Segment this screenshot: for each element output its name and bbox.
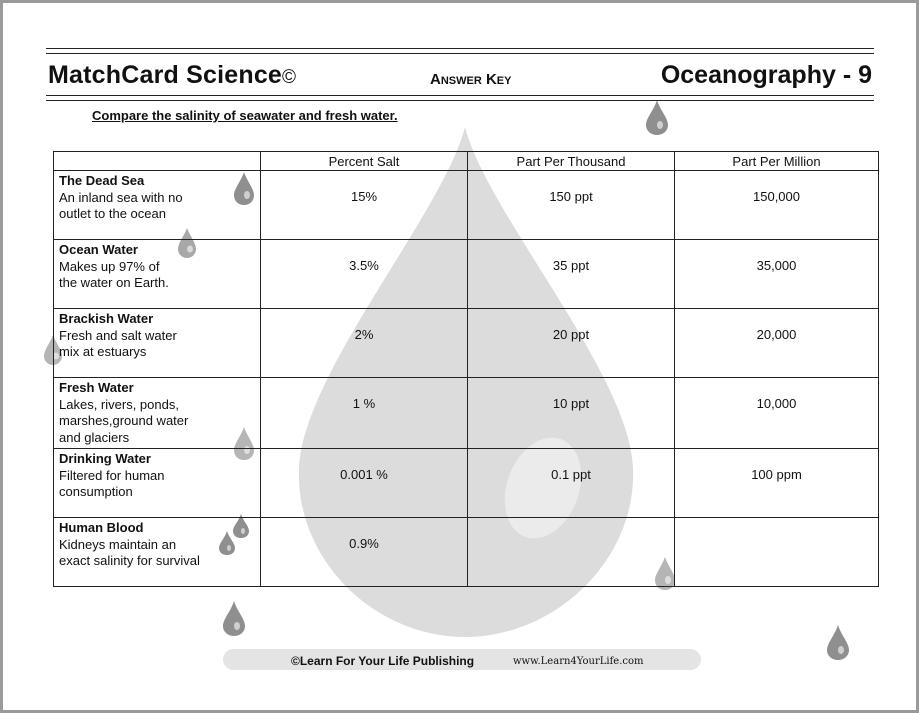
column-header: Part Per Million — [675, 152, 879, 171]
ppt-cell: 20 ppt — [468, 309, 675, 378]
item-desc: Makes up 97% of — [59, 258, 160, 274]
ppt-cell: 0.1 ppt — [468, 449, 675, 518]
item-desc: the water on Earth. — [59, 275, 169, 290]
percent-cell: 0.001 % — [261, 449, 468, 518]
item-desc: and glaciers — [59, 429, 130, 445]
item-cell — [54, 449, 261, 518]
publisher-url[interactable]: www.Learn4YourLife.com — [513, 656, 644, 667]
table-header-row — [54, 152, 879, 171]
ppm-cell: 20,000 — [675, 309, 879, 378]
item-cell — [54, 378, 261, 449]
percent-cell: 15% — [261, 171, 468, 240]
table-row — [54, 518, 879, 587]
item-cell — [54, 240, 261, 309]
salinity-table — [53, 151, 879, 587]
subject-label: Oceanography - 9 — [660, 61, 872, 89]
percent-cell: 2% — [261, 309, 468, 378]
item-desc: Filtered for human — [59, 467, 165, 483]
ppm-cell: 35,000 — [675, 240, 879, 309]
title-text: MatchCard Science — [48, 61, 283, 89]
water-drop-icon — [824, 623, 852, 661]
table-row — [54, 449, 879, 518]
item-cell — [54, 171, 261, 240]
item-cell — [54, 518, 261, 587]
table-row — [54, 171, 879, 240]
worksheet-title — [48, 61, 296, 90]
header-rule — [46, 48, 874, 49]
ppt-cell: 10 ppt — [468, 378, 675, 449]
percent-cell: 0.9% — [261, 518, 468, 587]
header-rule — [46, 53, 874, 54]
item-desc: marshes,ground water — [59, 413, 189, 428]
item-desc: Fresh and salt water — [59, 327, 177, 343]
instruction-text: Compare the salinity of seawater and fresh water. — [92, 108, 398, 123]
header-rule — [46, 95, 874, 96]
item-name: Brackish Water — [59, 311, 154, 326]
item-desc: consumption — [59, 484, 133, 499]
item-desc: mix at estuarys — [59, 344, 147, 359]
item-name: Human Blood — [59, 520, 144, 535]
item-desc: exact salinity for survival — [59, 553, 200, 568]
item-desc: Lakes, rivers, ponds, — [59, 396, 179, 412]
item-name: The Dead Sea — [59, 173, 145, 188]
column-header — [54, 152, 261, 171]
table-row — [54, 240, 879, 309]
item-desc: outlet to the ocean — [59, 206, 166, 221]
water-drop-icon — [220, 599, 248, 637]
table-row — [54, 309, 879, 378]
item-cell — [54, 309, 261, 378]
column-header: Part Per Thousand — [468, 152, 675, 171]
item-name: Drinking Water — [59, 451, 151, 466]
item-desc: An inland sea with no — [59, 189, 183, 205]
water-drop-icon — [643, 98, 671, 136]
table-row — [54, 378, 879, 449]
item-desc: Kidneys maintain an — [59, 536, 177, 552]
ppm-cell: 10,000 — [675, 378, 879, 449]
percent-cell: 3.5% — [261, 240, 468, 309]
column-header: Percent Salt — [261, 152, 468, 171]
item-name: Fresh Water — [59, 380, 134, 395]
ppm-cell: 150,000 — [675, 171, 879, 240]
ppm-cell: 100 ppm — [675, 449, 879, 518]
item-name: Ocean Water — [59, 242, 138, 257]
answer-key-label: Answer Key — [430, 71, 512, 88]
header-rule — [46, 100, 874, 101]
ppm-cell — [675, 518, 879, 587]
percent-cell: 1 % — [261, 378, 468, 449]
ppt-cell — [468, 518, 675, 587]
ppt-cell: 150 ppt — [468, 171, 675, 240]
ppt-cell: 35 ppt — [468, 240, 675, 309]
copyright-symbol: © — [282, 67, 297, 88]
publisher-credit: ©Learn For Your Life Publishing — [291, 654, 475, 668]
